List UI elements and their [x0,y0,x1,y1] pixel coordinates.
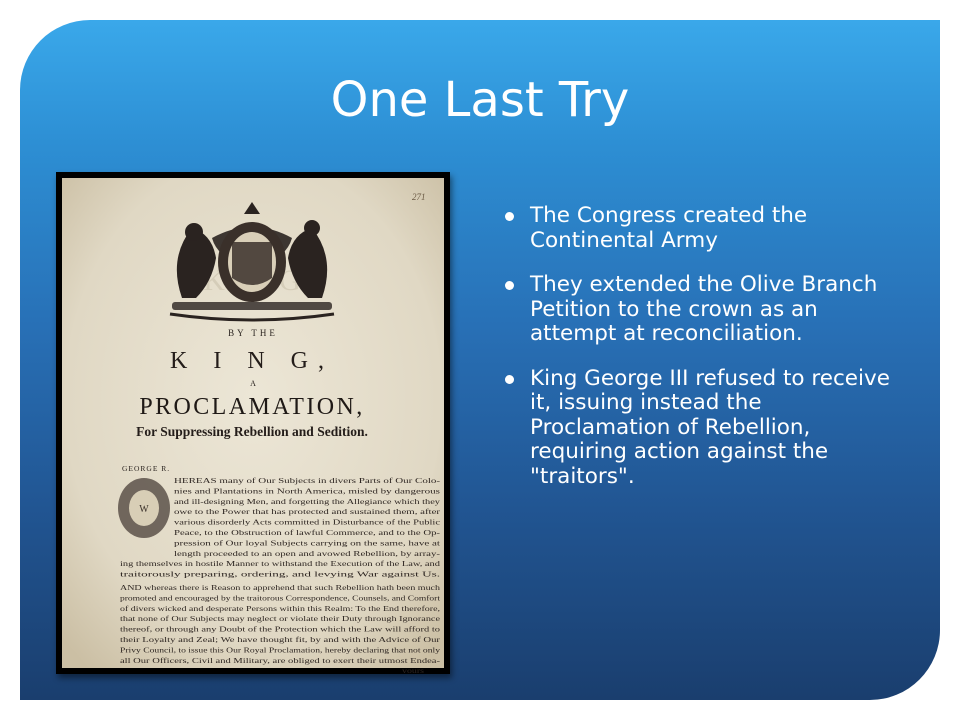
bullet-list [505,204,895,509]
page-number: 271 [412,192,426,202]
doc-text-line: vours [402,666,425,676]
proclamation-image-frame [56,172,450,674]
doc-text-line: of divers wicked and desperate Persons within this Realm: To the End therefore, [120,603,441,613]
bullet-item [505,273,895,347]
doc-text-line: that none of Our Subjects may neglect or violate their Duty through Ignorance [120,614,441,624]
doc-line-subtitle: For Suppressing Rebellion and Sedition. [136,424,368,439]
doc-text-line: various disorderly Acts committed in Disturbance of the Public [174,517,441,527]
bullet-text: The Congress created the Continental Army [530,203,808,253]
doc-text-line: and ill-designing Men, and forgetting the Allegiance which they [174,496,441,506]
show-through-text: K G [203,264,301,297]
bullet-item [505,204,895,253]
doc-text-line: ing themselves in hostile Manner to withstand the Execution of the Law, and [120,559,441,569]
bullet-dot-icon [505,281,514,290]
doc-text-line: pression of Our loyal Subjects carrying on the same, have at [174,538,442,548]
doc-text-line: Privy Council, to issue this Our Royal Proclamation, hereby declaring that not only [120,645,441,655]
doc-text-line: nies and Plantations in North America, misled by dangerous [174,486,441,496]
svg-text:W: W [139,504,149,515]
small-crest-icon [118,478,170,538]
doc-text-line: length proceeded to an open and avowed Rebellion, by array- [174,548,441,558]
bullet-dot-icon [505,212,514,221]
doc-text-line: HEREAS many of Our Subjects in divers Parts of Our Colo- [174,476,441,485]
slide-title: One Last Try [330,72,630,128]
doc-text-line: their Loyalty and Zeal; We have thought fit, by and with the Advice of Our [120,635,441,644]
doc-line-king: K I N G, [170,348,334,374]
bullet-text: They extended the Olive Branch Petition to the crown as an attempt at reconciliation. [530,272,878,346]
doc-signer: GEORGE R. [122,464,171,473]
doc-text-line: AND whereas there is Reason to apprehend that such Rebellion hath been much [120,583,441,592]
doc-text-line: thereof, or through any Doubt of the Protection which the Law will afford to [120,624,441,634]
doc-paragraph-2 [120,583,441,675]
doc-text-line: all Our Officers, Civil and Military, are obliged to exert their utmost Endea- [120,655,441,665]
doc-line-a: A [250,379,256,388]
doc-text-line: promoted and encouraged by the traitorous Correspondence, Counsels, and Comfort [120,593,442,603]
doc-text-line: Peace, to the Obstruction of lawful Commerce, and to the Op- [174,528,441,537]
doc-text-line: traitorously preparing, ordering, and levying War against Us. [120,569,441,579]
doc-line-proclamation: PROCLAMATION, [139,394,365,420]
doc-line-by-the: BY THE [228,328,278,338]
doc-text-line: owe to the Power that has protected and sustained them, after [174,507,441,517]
bullet-dot-icon [505,375,514,384]
bullet-text: King George III refused to receive it, issuing instead the Proclamation of Rebellion, requiring action against the "traitors". [530,365,890,489]
bullet-item [505,367,895,490]
proclamation-document-image [62,178,444,676]
